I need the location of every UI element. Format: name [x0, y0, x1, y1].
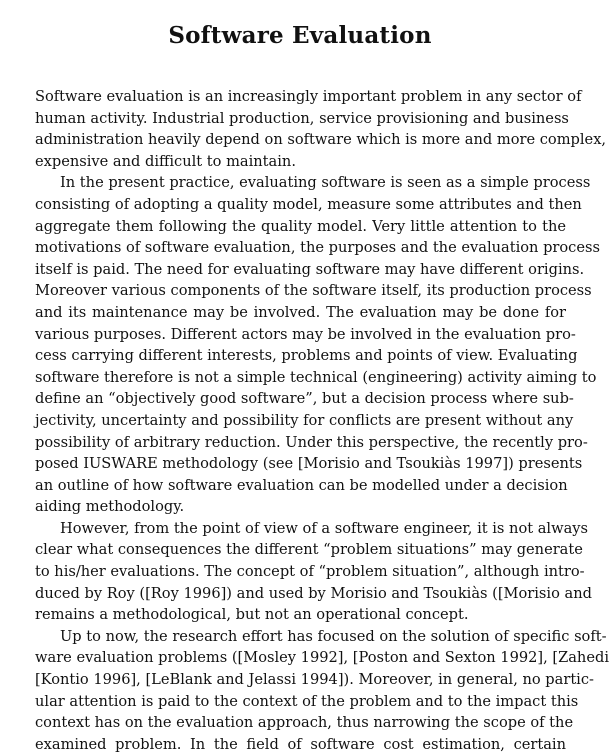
text-line: [Kontio 1996], [LeBlank and Jelassi 1994]). Moreover, in general, no partic- — [35, 671, 594, 689]
text-line: Up to now, the research effort has focused on the solution of specific soft- — [60, 627, 607, 645]
text-line: duced by Roy ([Roy 1996]) and used by Morisio and Tsoukiàs ([Morisio and — [35, 584, 592, 602]
text-line: context has on the evaluation approach, thus narrowing the scope of the — [35, 714, 574, 732]
text-line: an outline of how software evaluation can be modelled under a decision — [35, 476, 568, 494]
text-line: to his/her evaluations. The concept of “problem situation”, although intro- — [35, 563, 585, 581]
text-line: remains a methodological, but not an operational concept. — [35, 606, 469, 624]
text-line: and its maintenance may be involved. The evaluation may be done for — [35, 303, 566, 321]
text-line: In the present practice, evaluating software is seen as a simple process — [60, 174, 591, 192]
text-line: cess carrying different interests, problems and points of view. Evaluating — [35, 347, 578, 365]
text-line: itself is paid. The need for evaluating software may have different origins. — [35, 260, 585, 278]
text-line: Software evaluation is an increasingly important problem in any sector of — [35, 88, 582, 105]
text-line: define an “objectively good software”, but a decision process where sub- — [35, 390, 574, 408]
page-title: Software Evaluation — [168, 22, 432, 49]
text-line: Moreover various components of the software itself, its production process — [35, 282, 592, 300]
document-page — [0, 22, 609, 753]
text-line: aiding methodology. — [35, 498, 185, 516]
text-line: consisting of adopting a quality model, measure some attributes and then — [35, 195, 582, 213]
text-line: various purposes. Different actors may be involved in the evaluation pro- — [35, 325, 576, 343]
text-line: human activity. Industrial production, service provisioning and business — [35, 109, 569, 127]
text-line: clear what consequences the different “problem situations” may generate — [35, 541, 583, 559]
text-line: ware evaluation problems ([Mosley 1992], [Poston and Sexton 1992], [Zahedi — [35, 649, 609, 667]
text-line: expensive and difficult to maintain. — [35, 152, 296, 170]
text-line: motivations of software evaluation, the purposes and the evaluation process — [35, 239, 600, 257]
text-line: posed IUSWARE methodology (see [Morisio and Tsoukiàs 1997]) presents — [35, 455, 583, 473]
text-line: possibility of arbitrary reduction. Under this perspective, the recently pro- — [35, 433, 588, 451]
text-line: software therefore is not a simple technical (engineering) activity aiming to — [35, 368, 597, 386]
document-body — [35, 86, 609, 755]
text-line: aggregate them following the quality model. Very little attention to the — [35, 217, 566, 235]
text-line: However, from the point of view of a software engineer, it is not always — [60, 519, 589, 537]
text-line: jectivity, uncertainty and possibility for conflicts are present without any — [35, 411, 574, 429]
text-line: administration heavily depend on software which is more and more complex, — [35, 131, 607, 149]
text-line: ular attention is paid to the context of the problem and to the impact this — [35, 692, 579, 710]
text-line: examined problem. In the field of software cost estimation, certain — [35, 735, 566, 753]
